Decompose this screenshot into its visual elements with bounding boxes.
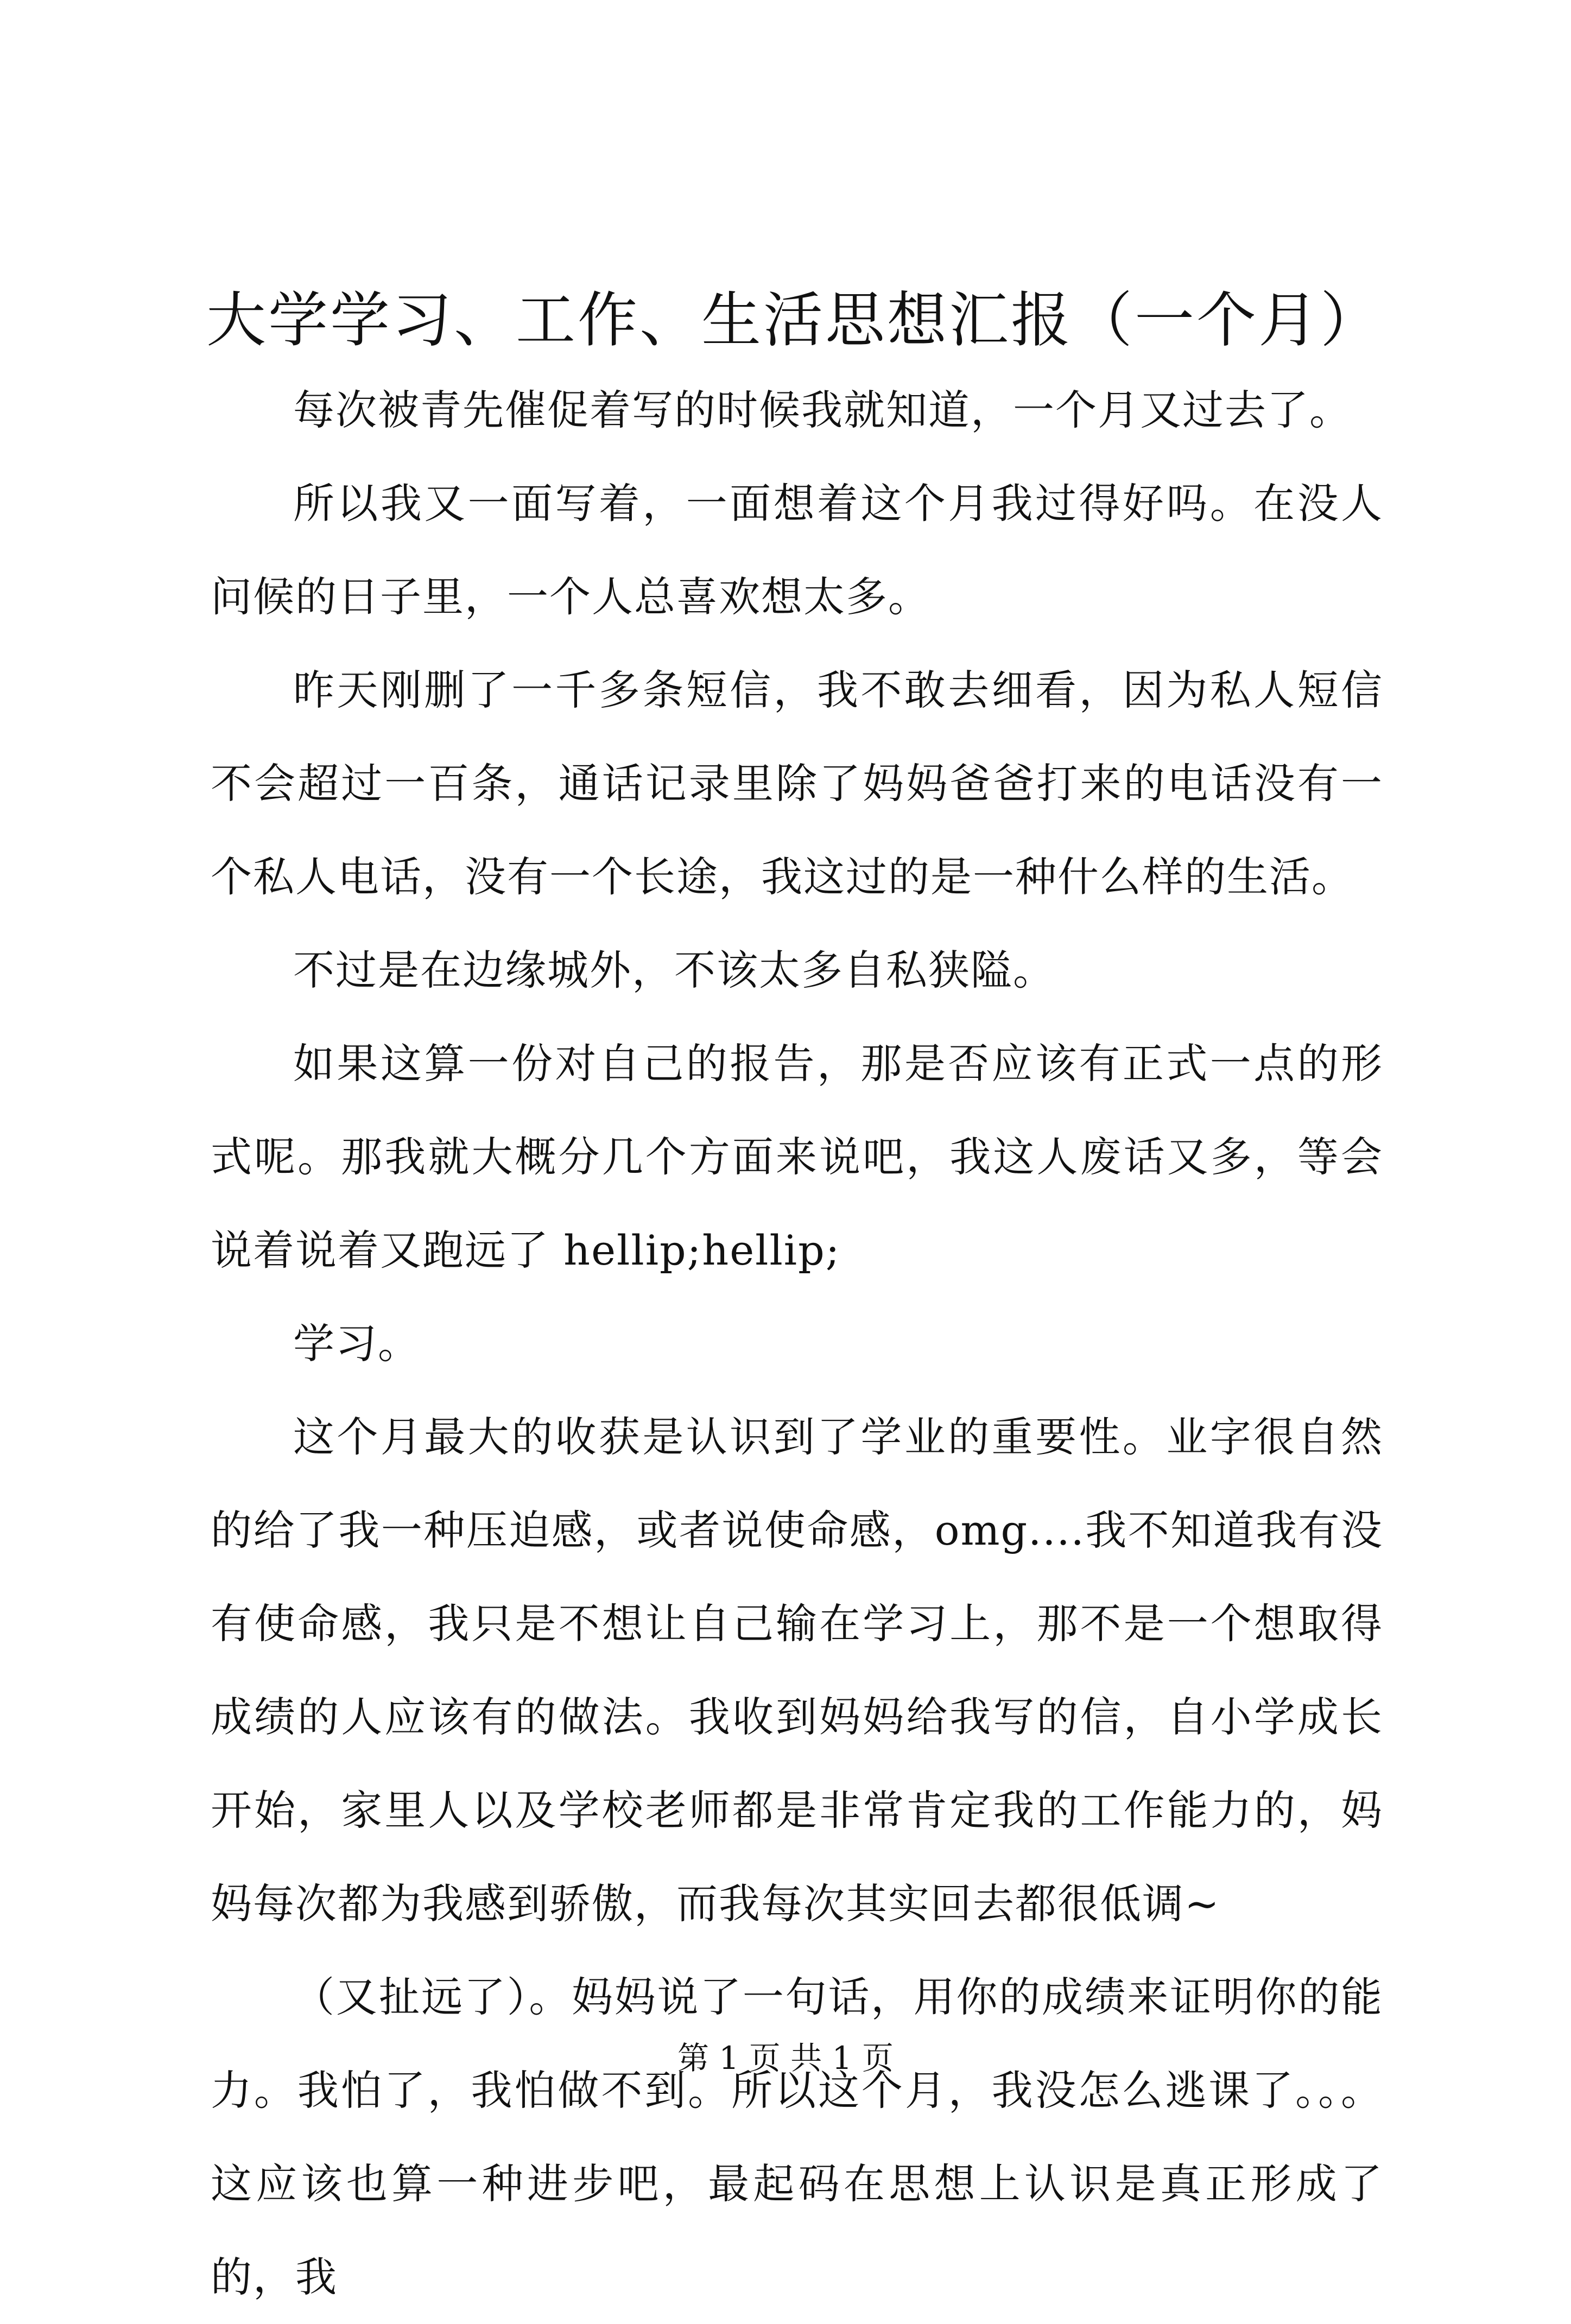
paragraph: 不过是在边缘城外，不该太多自私狭隘。 (293, 946, 1055, 994)
document-title: 大学学习、工作、生活思想汇报（一个月） (206, 285, 1382, 355)
document-body (211, 364, 1383, 2324)
page-footer: 第 1 页 共 1 页 (677, 2040, 894, 2077)
section-heading-study: 学习。 (293, 1319, 420, 1368)
paragraph: 如果这算一份对自己的报告，那是否应该有正式一点的形式呢。那我就大概分几个方面来说吧，我这人废话又多，等会说着说着又跑远了 hellip;hellip; (211, 1039, 1383, 1274)
paragraph: 昨天刚删了一千多条短信，我不敢去细看，因为私人短信不会超过一百条，通话记录里除了妈妈爸爸打来的电话没有一个私人电话，没有一个长途，我这过的是一种什么样的生活。 (211, 666, 1383, 901)
paragraph: 这个月最大的收获是认识到了学业的重要性。业字很自然的给了我一种压迫感，或者说使命感，omg....我不知道我有没有使命感，我只是不想让自己输在学习上，那不是一个想取得成绩的人应该有的做法。我收到妈妈给我写的信，自小学成长开始，家里人以及学校老师都是非常肯定我的工作能力的，妈妈每次都为我感到骄傲，而我每次其实回去都很低调~ (211, 1413, 1383, 1928)
paragraph: 每次被青先催促着写的时候我就知道，一个月又过去了。 (293, 386, 1352, 434)
paragraph: 所以我又一面写着，一面想着这个月我过得好吗。在没人问候的日子里，一个人总喜欢想太多。 (211, 479, 1383, 621)
paragraph: （又扯远了）。妈妈说了一句话，用你的成绩来证明你的能力。我怕了，我怕做不到。所以这个月，我没怎么逃课了。。。这应该也算一种进步吧，最起码在思想上认识是真正形成了的，我 (211, 1973, 1383, 2301)
